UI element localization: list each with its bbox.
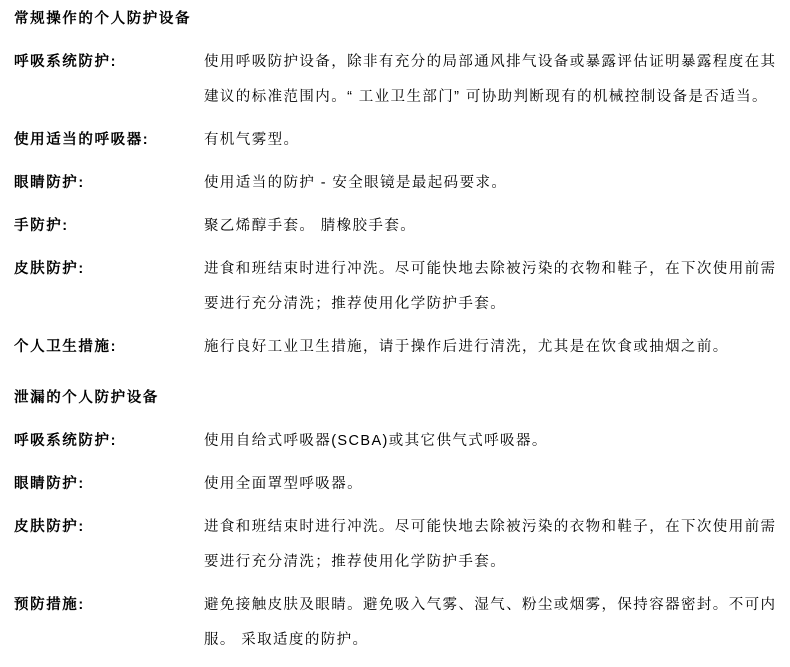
row-precautions: [14, 588, 778, 658]
section-leak-ppe: [14, 381, 778, 658]
row-eye-protection: [14, 166, 778, 201]
row-label: 个人卫生措施:: [14, 339, 118, 355]
row-suitable-respirator: [14, 123, 778, 158]
row-label: 手防护:: [14, 218, 69, 234]
row-skin-protection: [14, 252, 778, 322]
row-respiratory-protection-leak: [14, 424, 778, 459]
row-text: 聚乙烯醇手套。 腈橡胶手套。: [204, 218, 417, 234]
section-normal-operation-ppe: [14, 2, 778, 365]
section-heading-normal-operation: 常规操作的个人防护设备: [14, 11, 192, 27]
row-label: 眼睛防护:: [14, 476, 85, 492]
row-label: 眼睛防护:: [14, 175, 85, 191]
row-label: 皮肤防护:: [14, 519, 85, 535]
row-label: 预防措施:: [14, 597, 85, 613]
row-text: 进食和班结束时进行冲洗。尽可能快地去除被污染的衣物和鞋子，在下次使用前需要进行充分清洗；推荐使用化学防护手套。: [204, 519, 777, 570]
row-label: 使用适当的呼吸器:: [14, 132, 150, 148]
row-label: 皮肤防护:: [14, 261, 85, 277]
row-text: 使用自给式呼吸器(SCBA)或其它供气式呼吸器。: [204, 433, 548, 449]
row-personal-hygiene: [14, 330, 778, 365]
row-hand-protection: [14, 209, 778, 244]
row-text: 施行良好工业卫生措施，请于操作后进行清洗，尤其是在饮食或抽烟之前。: [204, 339, 729, 355]
row-text: 避免接触皮肤及眼睛。避免吸入气雾、湿气、粉尘或烟雾，保持容器密封。不可内服。 采取适度的防护。: [204, 597, 777, 648]
row-text: 使用全面罩型呼吸器。: [204, 476, 363, 492]
row-eye-protection-leak: [14, 467, 778, 502]
row-text: 使用适当的防护 - 安全眼镜是最起码要求。: [204, 175, 508, 191]
row-label: 呼吸系统防护:: [14, 433, 118, 449]
section-heading-leak: 泄漏的个人防护设备: [14, 390, 159, 406]
row-text: 使用呼吸防护设备，除非有充分的局部通风排气设备或暴露评估证明暴露程度在其建议的标准范围内。“ 工业卫生部门” 可协助判断现有的机械控制设备是否适当。: [204, 54, 777, 105]
row-text: 进食和班结束时进行冲洗。尽可能快地去除被污染的衣物和鞋子，在下次使用前需要进行充分清洗；推荐使用化学防护手套。: [204, 261, 777, 312]
row-label: 呼吸系统防护:: [14, 54, 118, 70]
row-skin-protection-leak: [14, 510, 778, 580]
row-text: 有机气雾型。: [204, 132, 300, 148]
row-respiratory-protection: [14, 45, 778, 115]
